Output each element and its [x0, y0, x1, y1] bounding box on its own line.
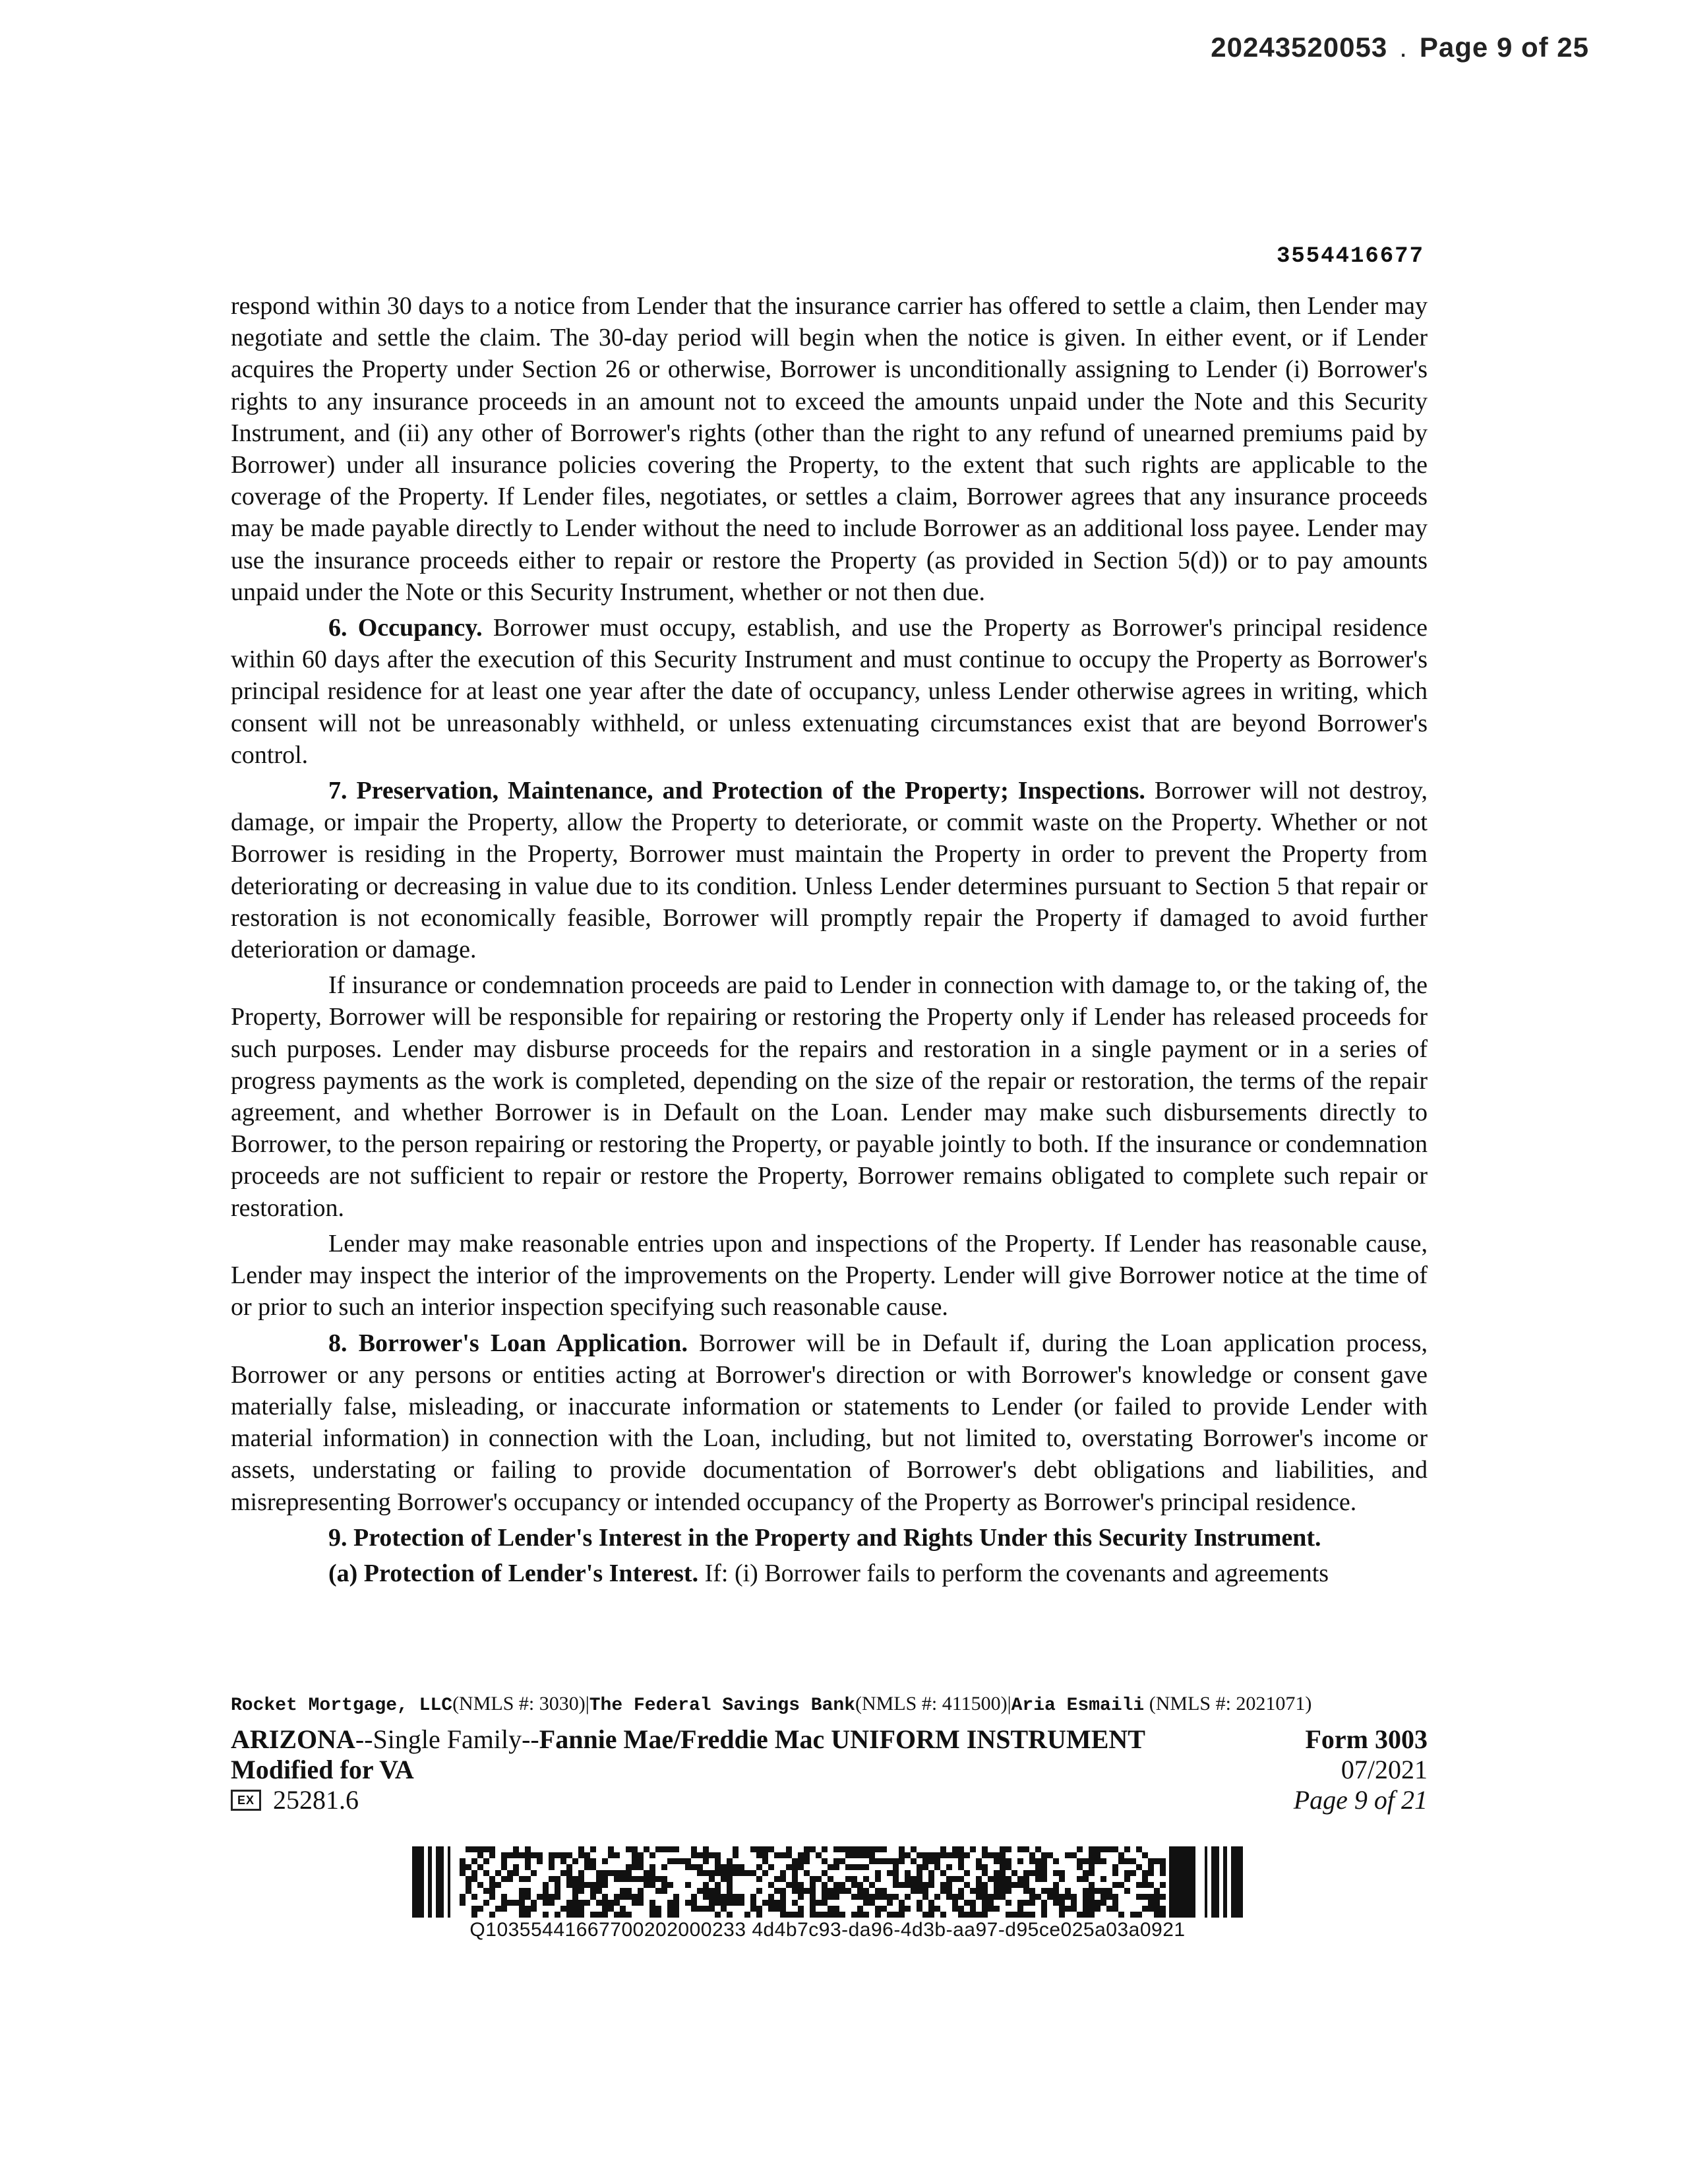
ex-code: 25281.6: [273, 1785, 359, 1815]
section-7-preservation: [231, 775, 1428, 965]
header-separator: .: [1399, 32, 1408, 63]
section-9-heading: [231, 1522, 1428, 1554]
section-6-heading: 6. Occupancy.: [328, 614, 483, 642]
form-desc-bold: Fannie Mae/Freddie Mac UNIFORM INSTRUMENT: [539, 1724, 1145, 1754]
section-7-paragraph-2: If insurance or condemnation proceeds are paid to Lender in connection with damage to, or the taking of, the Property, Borrower will be responsible for repairing or restoring the Property only if Lender has released proceeds for such purposes. Lender may disburse proceeds for the repairs and restoration in a single payment or in a series of progress payments as the work is completed, depending on the size of the repair or restoration, the terms of the repair agreement, and whether Borrower is in Default on the Loan. Lender may make such disbursements directly to Borrower, to the person repairing or restoring the Property, or payable jointly to both. If the insurance or condemnation proceeds are not sufficient to repair or restore the Property, Borrower remains obligated to complete such repair or restoration.: [231, 971, 1428, 1222]
section-9a-text: If: (i) Borrower fails to perform the covenants and agreements: [698, 1559, 1329, 1587]
loan-number: 3554416677: [1276, 244, 1424, 269]
lender-nmls: (NMLS #: 3030): [452, 1693, 586, 1714]
section-6-text: Borrower must occupy, establish, and use the Property as Borrower's principal residence within 60 days after the execution of this Security Instrument and must continue to occupy the Property as Borrower's principal residence for at least one year after the date of occupancy, unless Lender otherwise agrees in writing, which consent will not be unreasonably withheld, or unless extenuating circumstances exist that are beyond Borrower's control.: [231, 614, 1428, 769]
section-7-text: Borrower will not destroy, damage, or impair the Property, allow the Property to deteriorate, or commit waste on the Property. Whether or not Borrower is residing in the Property, Borrower must maintain the Property in order to prevent the Property from deteriorating or decreasing in value due to its condition. Unless Lender determines pursuant to Section 5 that repair or restoration is not economically feasible, Borrower will promptly repair the Property if damaged to avoid further deterioration or damage.: [231, 777, 1428, 964]
form-desc-plain: --Single Family--: [355, 1724, 539, 1754]
pipe-1: |: [585, 1693, 589, 1714]
barcode: [412, 1846, 1243, 1941]
originator-nmls: (NMLS #: 2021071): [1149, 1693, 1312, 1714]
recording-header: [1211, 32, 1589, 63]
modified-for-va: Modified for VA: [231, 1755, 414, 1784]
form-date: 07/2021: [1341, 1755, 1428, 1784]
section-7-heading: 7. Preservation, Maintenance, and Protection of the Property; Inspections.: [328, 777, 1145, 805]
barcode-text: Q10355441667700202000233 4d4b7c93-da96-4d3b-aa97-d95ce025a03a0921: [469, 1919, 1186, 1941]
paragraph-insurance-claims: respond within 30 days to a notice from Lender that the insurance carrier has offered to settle a claim, then Lender may negotiate and settle the claim. The 30-day period will begin when the notice is given. In either event, or if Lender acquires the Property under Section 26 or otherwise, Borrower is unconditionally assigning to Lender (i) Borrower's rights to any insurance proceeds in an amount not to exceed the amounts unpaid under the Note and this Security Instrument, and (ii) any other of Borrower's rights (other than the right to any refund of unearned premiums paid by Borrower) under all insurance policies covering the Property, to the extent that such rights are applicable to the coverage of the Property. If Lender files, negotiates, or settles a claim, Borrower agrees that any insurance proceeds may be made payable directly to Lender without the need to include Borrower as an additional loss payee. Lender may use the insurance proceeds either to repair or restore the Property (as provided in Section 5(d)) or to pay amounts unpaid under the Note or this Security Instrument, whether or not then due.: [231, 292, 1428, 606]
form-identifier: [1294, 1724, 1428, 1815]
originator-name: Aria Esmaili: [1011, 1695, 1145, 1716]
section-8-text: Borrower will be in Default if, during the Loan application process, Borrower or any persons or entities acting at Borrower's direction or with Borrower's knowledge or consent gave materially false, misleading, or inaccurate information or statements to Lender (or failed to provide Lender with material information) in connection with the Loan, including, but not limited to, overstating Borrower's income or assets, understating or failing to provide documentation of Borrower's debt obligations and liabilities, and misrepresenting Borrower's occupancy or intended occupancy of the Property as Borrower's principal residence.: [231, 1329, 1428, 1516]
ex-logo-icon: EX: [231, 1790, 261, 1811]
ex-code-line: [231, 1785, 1145, 1815]
form-description: [231, 1724, 1145, 1815]
bank-name: The Federal Savings Bank: [589, 1695, 856, 1716]
form-info-row: [231, 1724, 1428, 1815]
bank-nmls: (NMLS #: 411500): [855, 1693, 1008, 1714]
recording-page-label: Page 9 of 25: [1419, 32, 1589, 63]
section-9a: [231, 1558, 1428, 1589]
lender-name: Rocket Mortgage, LLC: [231, 1695, 453, 1716]
document-body: [231, 290, 1428, 1593]
section-7-paragraph-3: Lender may make reasonable entries upon and inspections of the Property. If Lender has reasonable cause, Lender may inspect the interior of the improvements on the Property. Lender will give Borrower notice at the time of or prior to such an interior inspection specifying such reasonable cause.: [231, 1229, 1428, 1321]
section-6-occupancy: [231, 612, 1428, 771]
pipe-2: |: [1007, 1693, 1011, 1714]
section-9a-heading: (a) Protection of Lender's Interest.: [328, 1559, 699, 1587]
nmls-line: [231, 1691, 1428, 1718]
section-8-heading: 8. Borrower's Loan Application.: [328, 1329, 688, 1357]
form-number: Form 3003: [1305, 1724, 1428, 1754]
section-9-title: 9. Protection of Lender's Interest in the Property and Rights Under this Security Instrument.: [328, 1523, 1321, 1552]
section-8-loan-application: [231, 1327, 1428, 1518]
recording-number: 20243520053: [1211, 32, 1388, 63]
state-name: ARIZONA: [231, 1724, 355, 1754]
barcode-graphic: [412, 1846, 1243, 1918]
form-page: Page 9 of 21: [1293, 1785, 1428, 1815]
document-footer: [231, 1691, 1428, 1815]
